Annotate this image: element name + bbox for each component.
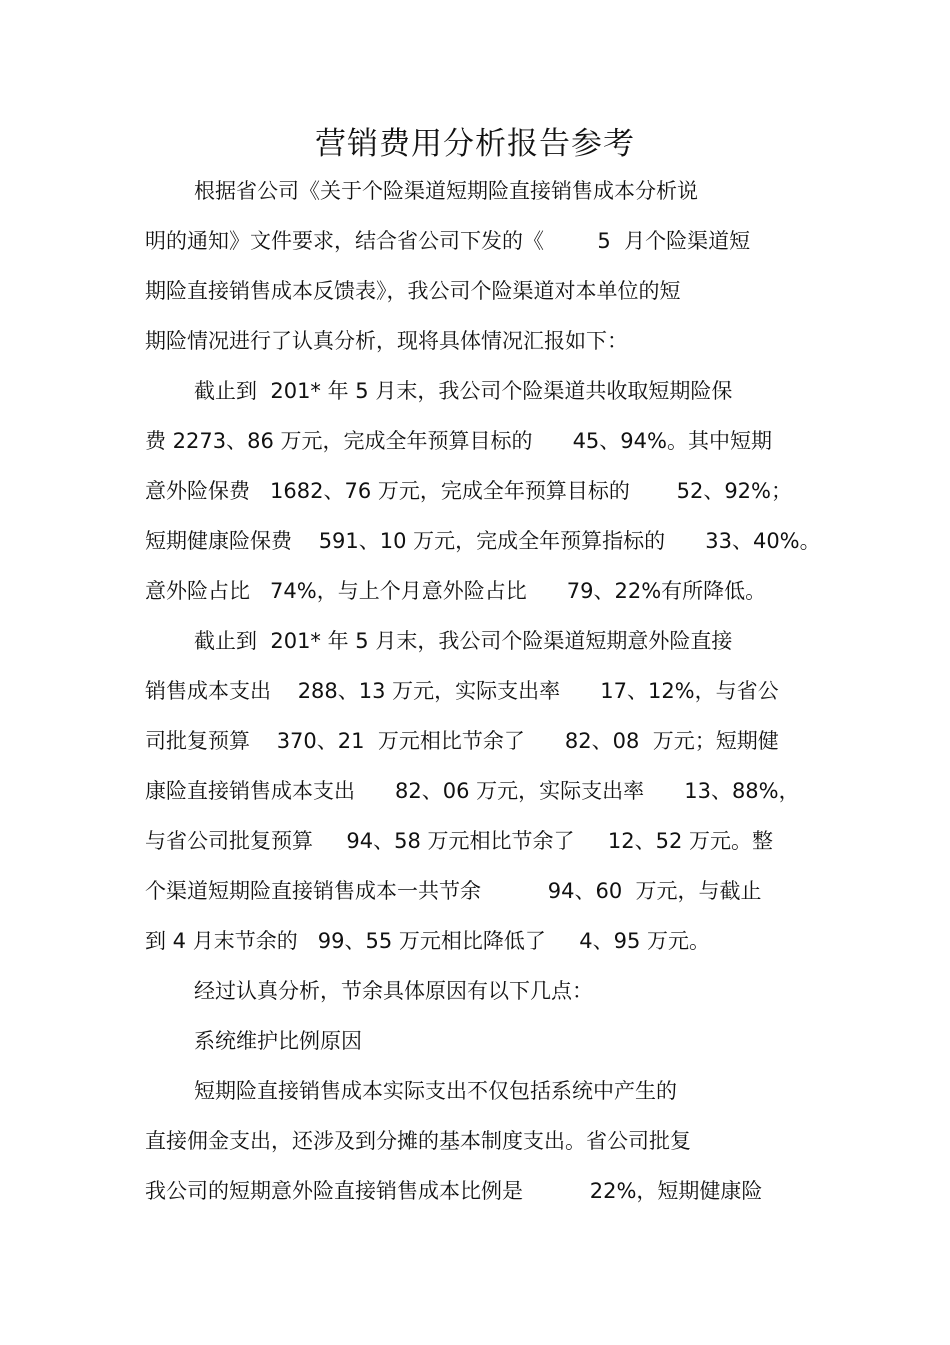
paragraph-line: 司批复预算 370、21 万元相比节余了 82、08 万元；短期健 (145, 729, 779, 753)
paragraph-line: 我公司的短期意外险直接销售成本比例是 22%，短期健康险 (145, 1179, 763, 1203)
paragraph-line: 截止到 201* 年 5 月末，我公司个险渠道共收取短期险保 (194, 379, 733, 403)
paragraph-line: 到 4 月末节余的 99、55 万元相比降低了 4、95 万元。 (145, 929, 710, 953)
paragraph-line: 销售成本支出 288、13 万元，实际支出率 17、12%，与省公 (145, 679, 779, 703)
paragraph-line: 短期险直接销售成本实际支出不仅包括系统中产生的 (194, 1079, 677, 1103)
paragraph-line: 期险直接销售成本反馈表》，我公司个险渠道对本单位的短 (145, 279, 681, 303)
paragraph-line: 费 2273、86 万元，完成全年预算目标的 45、94%。其中短期 (145, 429, 772, 453)
paragraph-line: 截止到 201* 年 5 月末，我公司个险渠道短期意外险直接 (194, 629, 733, 653)
page-title: 营销费用分析报告参考 (315, 126, 635, 162)
paragraph-line: 个渠道短期险直接销售成本一共节余 94、60 万元，与截止 (145, 879, 762, 903)
section-heading: 系统维护比例原因 (194, 1029, 362, 1053)
paragraph-line: 经过认真分析，节余具体原因有以下几点： (194, 979, 593, 1003)
paragraph-line: 意外险保费 1682、76 万元，完成全年预算目标的 52、92%； (145, 479, 792, 503)
paragraph-line: 与省公司批复预算 94、58 万元相比节余了 12、52 万元。整 (145, 829, 773, 853)
paragraph-line: 直接佣金支出，还涉及到分摊的基本制度支出。省公司批复 (145, 1129, 691, 1153)
paragraph-line: 意外险占比 74%，与上个月意外险占比 79、22%有所降低。 (145, 579, 767, 603)
paragraph-line: 明的通知》文件要求，结合省公司下发的《 5 月个险渠道短 (145, 229, 751, 253)
paragraph-line: 根据省公司《关于个险渠道短期险直接销售成本分析说 (194, 179, 698, 203)
paragraph-line: 短期健康险保费 591、10 万元，完成全年预算指标的 33、40%。 (145, 529, 821, 553)
paragraph-line: 期险情况进行了认真分析，现将具体情况汇报如下： (145, 329, 628, 353)
paragraph-line: 康险直接销售成本支出 82、06 万元，实际支出率 13、88%， (145, 779, 800, 803)
